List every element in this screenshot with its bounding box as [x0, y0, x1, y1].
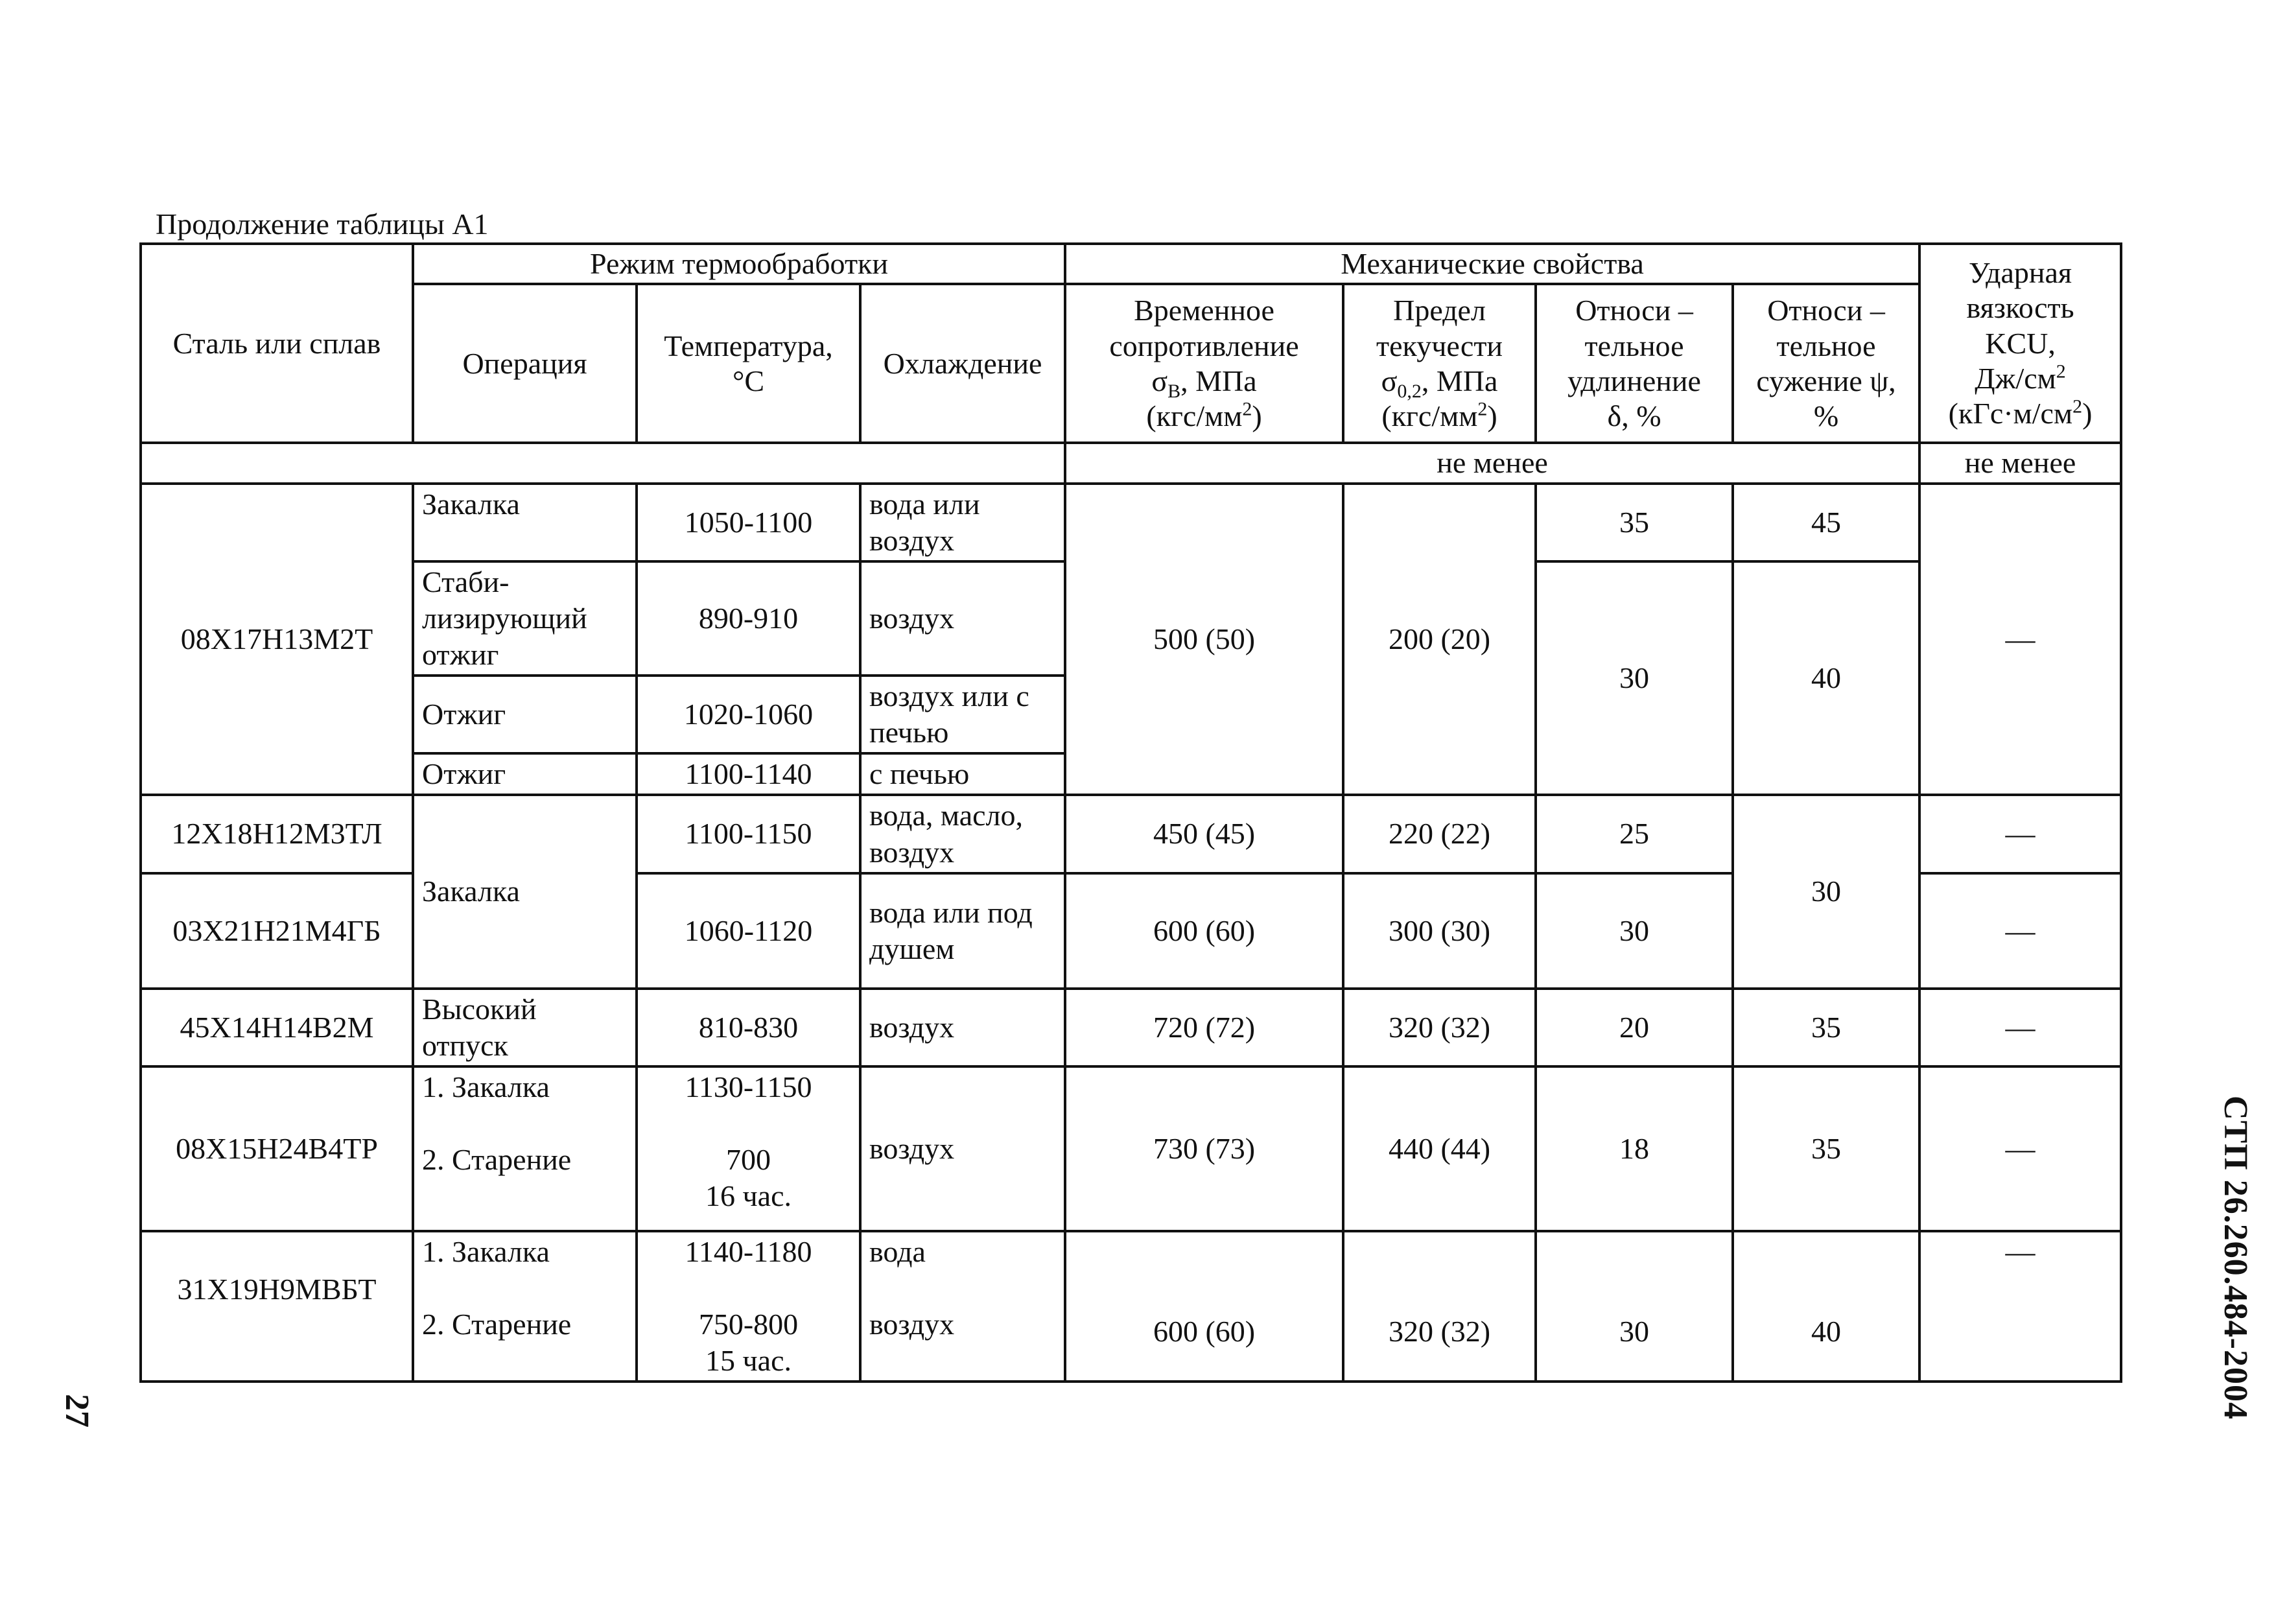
table-cell-steel: 45Х14Н14В2М — [141, 989, 413, 1066]
table-cell-elongation: 18 — [1536, 1066, 1733, 1231]
table-cell-yield: 220 (22) — [1343, 795, 1536, 873]
table-cell-yield: 440 (44) — [1343, 1066, 1536, 1231]
table-cell-steel: 31Х19Н9МВБТ — [141, 1231, 413, 1382]
table-cell-elongation: 30 — [1536, 873, 1733, 989]
table-cell-impact: — — [1919, 989, 2121, 1066]
table-cell-temperature: 1130-1150 700 16 час. — [637, 1066, 860, 1231]
header-reduction: Относи – тельное сужение ψ, % — [1733, 284, 1919, 443]
table-cell-reduction: 35 — [1733, 1066, 1919, 1231]
table-cell-steel: 12Х18Н12М3ТЛ — [141, 795, 413, 873]
table-caption: Продолжение таблицы А1 — [156, 207, 489, 241]
header-steel: Сталь или сплав — [141, 244, 413, 443]
table-cell-cooling: воздух — [860, 561, 1065, 676]
table-cell-cooling: вода, масло, воздух — [860, 795, 1065, 873]
table-cell-elongation: 30 — [1536, 561, 1733, 795]
table-cell-yield: 300 (30) — [1343, 873, 1536, 989]
table-cell-operation: Закалка — [413, 795, 637, 988]
table-cell-cooling: вода или воздух — [860, 484, 1065, 561]
table-cell-impact: — — [1919, 484, 2121, 795]
table-cell-tensile: 450 (45) — [1065, 795, 1343, 873]
table-cell-operation: 1. Закалка 2. Старение — [413, 1066, 637, 1231]
table-cell-cooling: воздух — [860, 989, 1065, 1066]
header-impact-strength: Ударная вязкость KCU, $Дж/см^2$ $(кГс\cdot м/см^2)$ — [1919, 244, 2121, 443]
page-number: 27 — [58, 1394, 95, 1428]
table-cell-cooling: вода или под душем — [860, 873, 1065, 989]
table-cell-temperature: 1100-1150 — [637, 795, 860, 873]
table-cell-tensile: 720 (72) — [1065, 989, 1343, 1066]
table-cell-elongation: 35 — [1536, 484, 1733, 561]
header-operation: Операция — [413, 284, 637, 443]
table-cell-operation: Закалка — [413, 484, 637, 561]
table-cell-operation: Отжиг — [413, 753, 637, 795]
table-cell-yield: 320 (32) — [1343, 989, 1536, 1066]
table-cell-temperature: 890-910 — [637, 561, 860, 676]
table-cell-reduction: 35 — [1733, 989, 1919, 1066]
table-cell-tensile: 730 (73) — [1065, 1066, 1343, 1231]
header-temperature: Температура, °С — [637, 284, 860, 443]
header-elongation: Относи – тельное удлинение δ, % — [1536, 284, 1733, 443]
table-cell-reduction: 40 — [1733, 1231, 1919, 1382]
document-code: СТП 26.260.484-2004 — [2217, 1096, 2254, 1420]
header-yield-strength: Предел текучести $\sigma_{0,2}$, МПа $(кгс/мм^2)$ — [1343, 284, 1536, 443]
table-cell-temperature: 1060-1120 — [637, 873, 860, 989]
table-cell-elongation: 20 — [1536, 989, 1733, 1066]
table-cell-steel: 03Х21Н21М4ГБ — [141, 873, 413, 989]
table-cell-yield: 320 (32) — [1343, 1231, 1536, 1382]
table-cell-yield: 200 (20) — [1343, 484, 1536, 795]
header-heat-treatment: Режим термообработки — [413, 244, 1065, 284]
header-blank — [141, 443, 1065, 483]
header-cooling: Охлаждение — [860, 284, 1065, 443]
properties-table — [139, 242, 2122, 1383]
table-cell-elongation: 25 — [1536, 795, 1733, 873]
table-cell-temperature: 810-830 — [637, 989, 860, 1066]
table-cell-cooling: воздух или с печью — [860, 676, 1065, 753]
table-cell-tensile: 600 (60) — [1065, 873, 1343, 989]
table-cell-steel: 08Х15Н24В4ТР — [141, 1066, 413, 1231]
table-cell-impact: — — [1919, 1231, 2121, 1382]
table-cell-reduction: 30 — [1733, 795, 1919, 988]
table-cell-operation: 1. Закалка 2. Старение — [413, 1231, 637, 1382]
table-cell-temperature: 1100-1140 — [637, 753, 860, 795]
header-mechanical-properties: Механические свойства — [1065, 244, 1919, 284]
table-cell-operation: Отжиг — [413, 676, 637, 753]
table-cell-steel: 08Х17Н13М2Т — [141, 484, 413, 795]
table-cell-tensile: 500 (50) — [1065, 484, 1343, 795]
table-cell-elongation: 30 — [1536, 1231, 1733, 1382]
table-cell-operation: Стаби-лизирующий отжиг — [413, 561, 637, 676]
table-cell-temperature: 1140-1180 750-800 15 час. — [637, 1231, 860, 1382]
table-cell-impact: — — [1919, 1066, 2121, 1231]
table-cell-reduction: 45 — [1733, 484, 1919, 561]
table-cell-cooling: с печью — [860, 753, 1065, 795]
table-cell-cooling: вода воздух — [860, 1231, 1065, 1382]
header-not-less-impact: не менее — [1919, 443, 2121, 483]
table-cell-temperature: 1020-1060 — [637, 676, 860, 753]
table-cell-tensile: 600 (60) — [1065, 1231, 1343, 1382]
table-cell-cooling: воздух — [860, 1066, 1065, 1231]
table-cell-temperature: 1050-1100 — [637, 484, 860, 561]
table-cell-impact: — — [1919, 873, 2121, 989]
table-cell-operation: Высокий отпуск — [413, 989, 637, 1066]
header-tensile-strength: Временное сопротивление $\sigma_В$, МПа $(кгс/мм^2)$ — [1065, 284, 1343, 443]
table-cell-impact: — — [1919, 795, 2121, 873]
table-cell-reduction: 40 — [1733, 561, 1919, 795]
header-not-less-mech: не менее — [1065, 443, 1919, 483]
